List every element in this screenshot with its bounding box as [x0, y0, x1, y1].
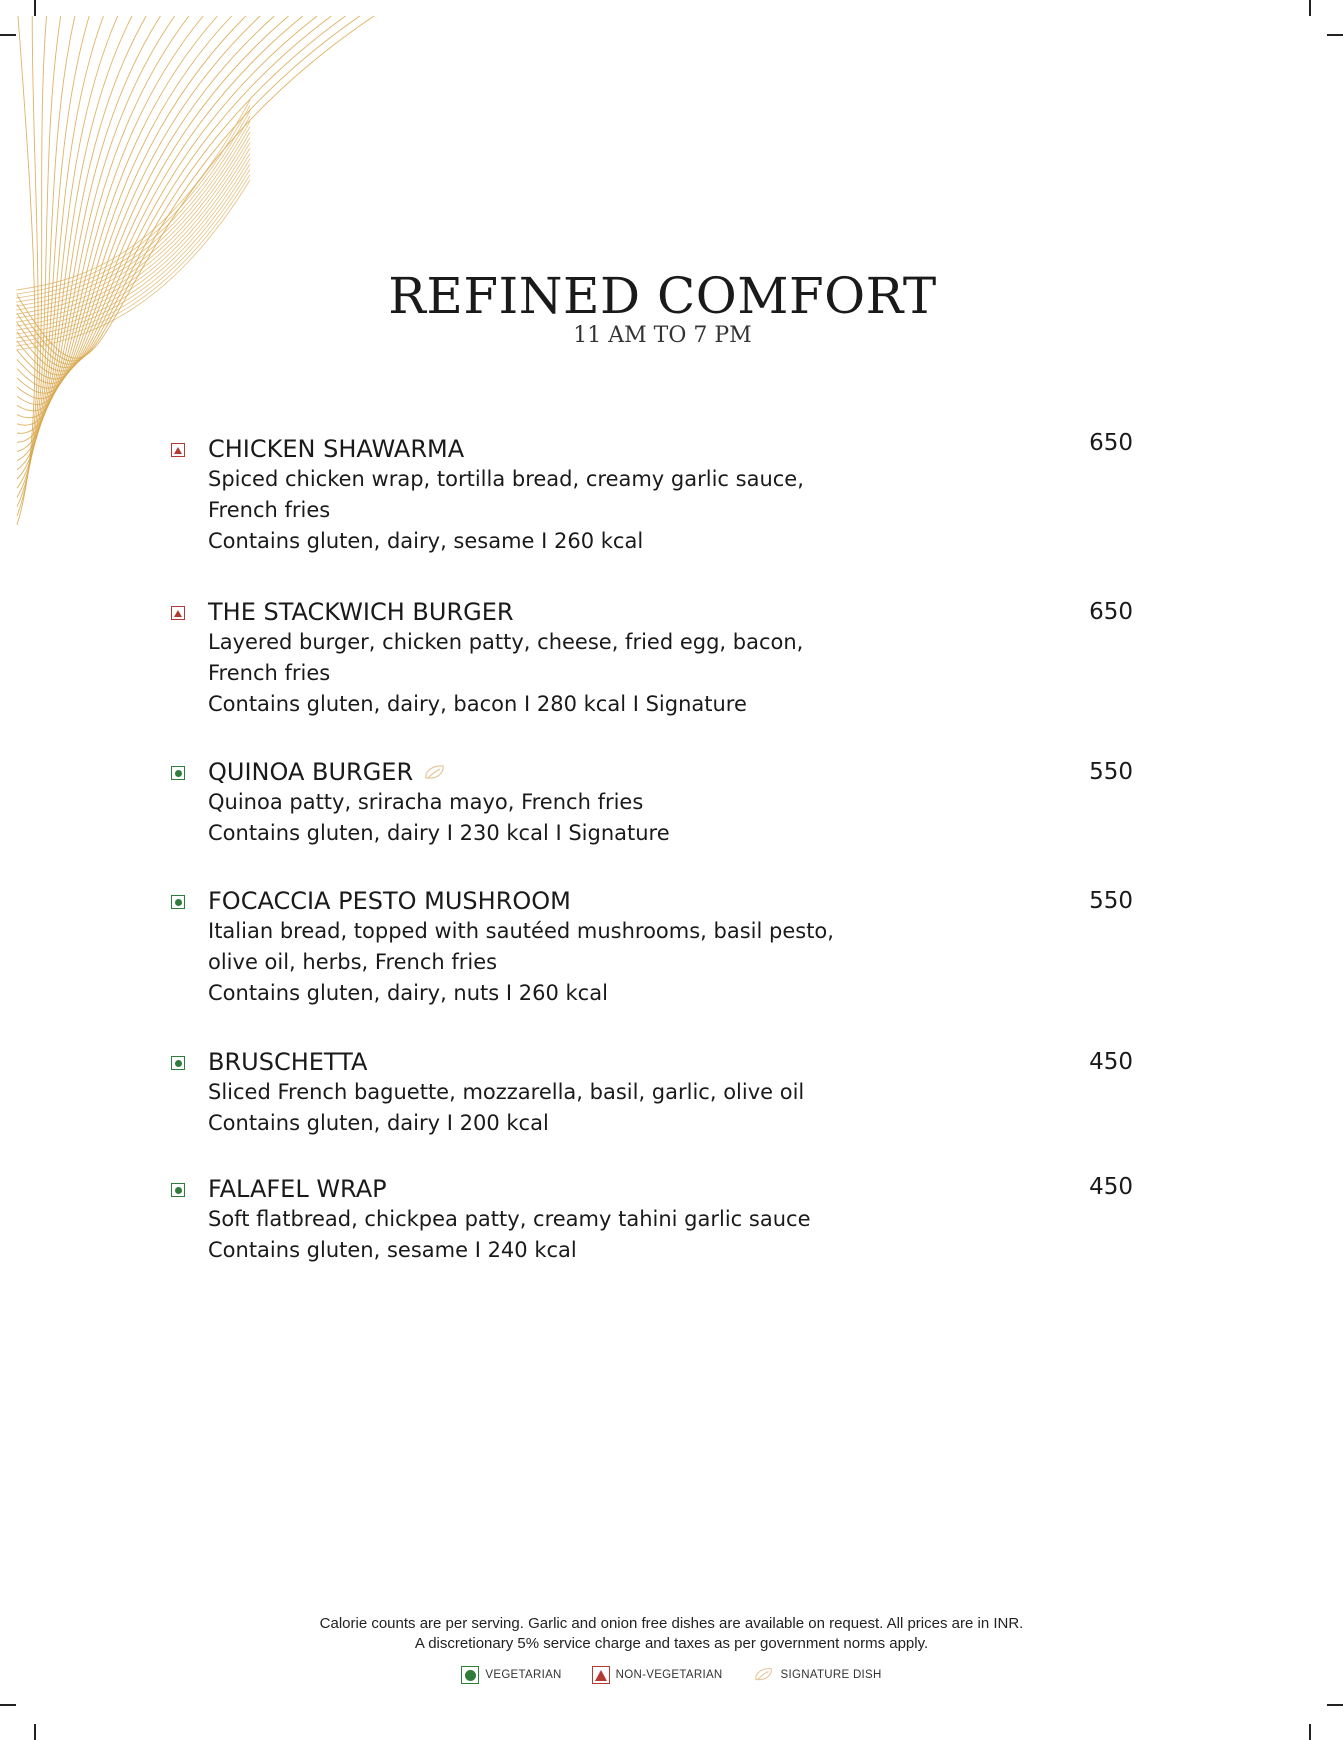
item-price: 550 — [1089, 759, 1133, 785]
item-description-line: Contains gluten, sesame I 240 kcal — [208, 1238, 577, 1262]
non-vegetarian-icon — [592, 1666, 610, 1684]
vegetarian-icon — [171, 1183, 185, 1197]
item-name — [208, 884, 571, 918]
page-title: REFINED COMFORT — [388, 267, 937, 325]
item-description-line: Quinoa patty, sriracha mayo, French fries — [208, 790, 644, 814]
item-name-text: FALAFEL WRAP — [208, 1175, 387, 1203]
item-name-text: FOCACCIA PESTO MUSHROOM — [208, 887, 571, 915]
item-description-line: Contains gluten, dairy I 230 kcal I Signature — [208, 821, 670, 845]
legend — [0, 1666, 1343, 1684]
non-vegetarian-icon — [171, 606, 185, 620]
legend-signature-label: SIGNATURE DISH — [780, 1669, 882, 1681]
item-description-line: Sliced French baguette, mozzarella, basil, garlic, olive oil — [208, 1080, 805, 1104]
vegetarian-icon — [171, 1056, 185, 1070]
item-name — [208, 595, 514, 629]
item-name — [208, 432, 464, 466]
item-name-text: QUINOA BURGER — [208, 758, 414, 786]
vegetarian-icon — [461, 1666, 479, 1684]
legend-nonveg-label: NON-VEGETARIAN — [615, 1669, 723, 1681]
decoration-line — [16, 105, 250, 294]
crop-mark-bottom-left-v — [34, 1724, 36, 1740]
item-description — [208, 787, 888, 849]
item-description-line: olive oil, herbs, French fries — [208, 950, 498, 974]
signature-dish-icon — [753, 1666, 775, 1684]
vegetarian-icon — [171, 766, 185, 780]
item-description-line: French fries — [208, 498, 331, 522]
item-description-line: Spiced chicken wrap, tortilla bread, creamy garlic sauce, — [208, 467, 804, 491]
item-description — [208, 627, 888, 720]
legend-nonveg — [592, 1666, 723, 1684]
item-price: 550 — [1089, 888, 1133, 914]
legend-veg — [461, 1666, 561, 1684]
item-description-line: Contains gluten, dairy, sesame I 260 kcal — [208, 529, 644, 553]
item-name-text: THE STACKWICH BURGER — [208, 598, 514, 626]
non-vegetarian-icon — [171, 443, 185, 457]
item-name — [208, 1045, 367, 1079]
item-description — [208, 1077, 888, 1139]
item-price: 650 — [1089, 599, 1133, 625]
crop-mark-top-right-v — [1309, 0, 1311, 16]
crop-mark-bottom-left-h — [0, 1704, 16, 1706]
item-description-line: Contains gluten, dairy, bacon I 280 kcal I Signature — [208, 692, 747, 716]
item-name-text: CHICKEN SHAWARMA — [208, 435, 465, 463]
service-hours: 11 AM TO 7 PM — [573, 323, 752, 348]
item-description-line: Italian bread, topped with sautéed mushrooms, basil pesto, — [208, 919, 834, 943]
item-description — [208, 464, 888, 557]
item-description-line: Soft flatbread, chickpea patty, creamy tahini garlic sauce — [208, 1207, 811, 1231]
item-description-line: Contains gluten, dairy, nuts I 260 kcal — [208, 981, 608, 1005]
item-description — [208, 1204, 888, 1266]
vegetarian-icon — [171, 895, 185, 909]
item-description — [208, 916, 888, 1009]
item-name — [208, 755, 447, 789]
crop-mark-bottom-right-h — [1327, 1704, 1343, 1706]
legend-veg-label: VEGETARIAN — [485, 1669, 562, 1681]
item-price: 650 — [1089, 430, 1133, 456]
decoration-line — [17, 16, 203, 411]
item-description-line: French fries — [208, 661, 331, 685]
item-name-text: BRUSCHETTA — [208, 1048, 368, 1076]
legend-signature — [753, 1666, 882, 1684]
signature-dish-icon — [423, 763, 447, 783]
item-name — [208, 1172, 387, 1206]
footer-note-2: A discretionary 5% service charge and taxes as per government norms apply. — [414, 1635, 929, 1652]
item-description-line: Contains gluten, dairy I 200 kcal — [208, 1111, 549, 1135]
footer-note-1: Calorie counts are per serving. Garlic and onion free dishes are available on request. All prices are in INR. — [319, 1615, 1024, 1632]
item-description-line: Layered burger, chicken patty, cheese, fried egg, bacon, — [208, 630, 804, 654]
crop-mark-top-right-h — [1327, 34, 1343, 36]
decoration-line — [17, 16, 103, 470]
item-price: 450 — [1089, 1049, 1133, 1075]
crop-mark-bottom-right-v — [1309, 1724, 1311, 1740]
item-price: 450 — [1089, 1174, 1133, 1200]
